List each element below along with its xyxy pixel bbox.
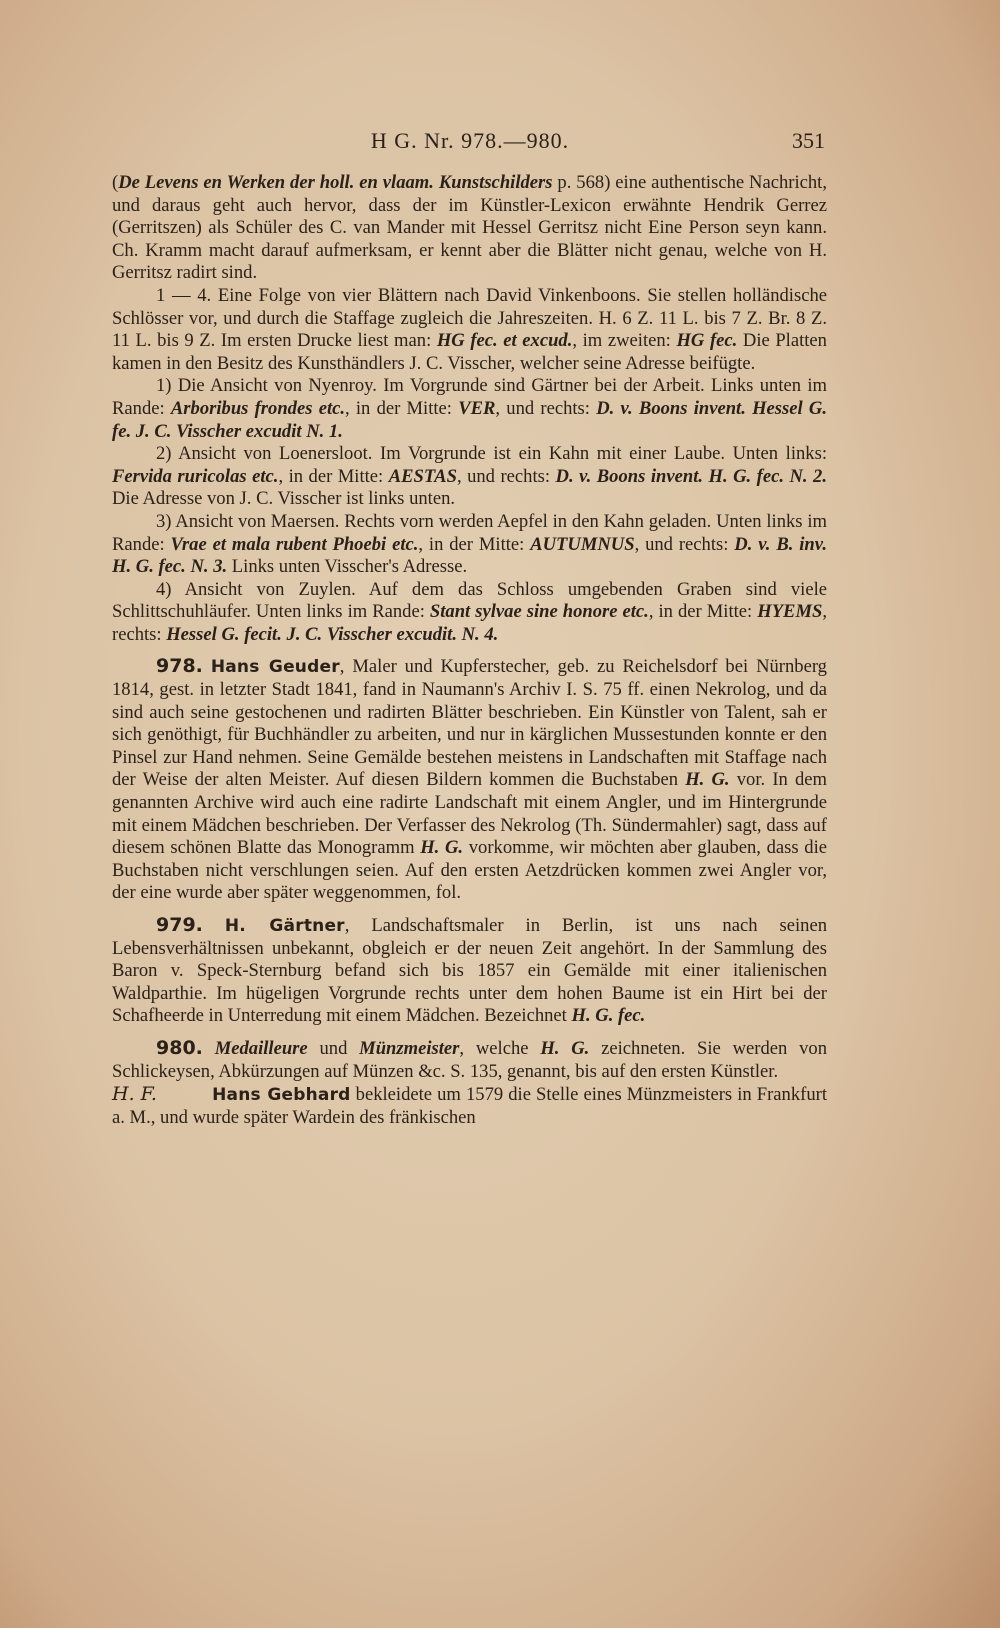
entry-978 xyxy=(112,655,827,905)
italic-text: Fervida ruricolas etc. xyxy=(112,465,279,487)
entry-number: 980. xyxy=(156,1036,203,1059)
italic-text: Vrae et mala rubent Phoebi etc. xyxy=(170,533,419,555)
italic-text: Hessel G. fecit. J. C. Visscher excudit. N. 4. xyxy=(166,623,499,645)
monogram: H. F. xyxy=(112,1083,157,1106)
page-number: 351 xyxy=(792,128,825,153)
italic-text: HG fec. et excud. xyxy=(436,330,573,352)
paragraph: (De Levens en Werken der holl. en vlaam. Kunstschilders p. 568) eine authentische Nachricht, und daraus geht auch hervor, dass der im Künstler-Lexicon erwähnte Hendrik Gerrez (Gerritszen) als Schüler des C. van Mander mit Hessel Gerritsz nicht Eine Person seyn kann. Ch. Kramm macht darauf aufmerksam, er kennt aber die Blätter nicht genau, welche von H. Gerritsz radirt sind. xyxy=(112,172,827,284)
artist-name: Hans Gebhard xyxy=(212,1085,351,1106)
entry-980 xyxy=(112,1037,827,1083)
italic-text: AESTAS xyxy=(388,465,457,487)
entry-number: 979. xyxy=(156,914,203,936)
artist-name: H. Gärtner xyxy=(224,916,345,936)
italic-text: H. G. xyxy=(540,1037,590,1059)
paragraph: 2) Ansicht von Loenersloot. Im Vorgrunde ist ein Kahn mit einer Laube. Unten links: Fervida ruricolas etc., in der Mitte: AESTAS, und rechts: D. v. Boons invent. H. G. fec. N. 2. Die Adresse von J. C. Visscher ist links unten. xyxy=(112,443,828,510)
italic-text: Stant sylvae sine honore etc. xyxy=(429,601,649,623)
running-header xyxy=(115,128,825,154)
paragraph: 3) Ansicht von Maersen. Rechts vorn werden Aepfel in den Kahn geladen. Unten links im Rande: Vrae et mala rubent Phoebi etc., in der Mitte: AUTUMNUS, und rechts: D. v. B. inv. H. G. fec. N. 3. Links unten Visscher's Adresse. xyxy=(112,510,827,578)
entry-text: bekleidete um 1579 die Stelle eines Münzmeisters in Frankfurt a. M., und wurde später Wardein des fränkischen xyxy=(112,1084,827,1128)
italic-text: D. v. Boons invent. Hessel G. fe. J. C. Visscher excudit N. 1. xyxy=(112,397,827,442)
italic-text: H. G. xyxy=(685,769,730,791)
paragraph: 4) Ansicht von Zuylen. Auf dem das Schloss umgebenden Graben sind viele Schlittschuhläufer. Unten links im Rande: Stant sylvae sine honore etc., in der Mitte: HYEMS, rechts: Hessel G. fecit. J. C. Visscher excudit. N. 4. xyxy=(112,578,827,645)
entry-text: , Maler und Kupferstecher, geb. zu Reichelsdorf bei Nürnberg 1814, gest. in letzter Stadt 1841, fand in Naumann's Archiv I. S. 75 ff. einen Nekrolog, und da sind auch seine gestochenen und radirten Blätter beschrieben. Ein Künstler von Talent, sah er sich genöthigt, für Buchhändler zu arbeiten, und nur in kärglichen Mussestunden konnte er den Pinsel zur Hand nehmen. Seine Gemälde bestehen meistens in Landschaften mit Staffage nach der Weise der alten Meister. Auf diesen Bildern kommen die Buchstaben H. G. vor. In dem genannten Archive wird auch eine radirte Landschaft mit einem Angler, und im Hintergrunde mit einem Mädchen beschrieben. Der Verfasser des Nekrolog (Th. Sündermahler) sagt, dass auf diesem schönen Blatte das Monogramm H. G. vorkomme, wir möchten aber glauben, dass die Buchstaben nicht verschlungen seien. Auf den ersten Aetzdrücken kommen zwei Angler vor, der eine wurde aber später weggenommen, fol. xyxy=(112,656,827,904)
page-body xyxy=(112,172,827,1129)
paragraph: 1 — 4. Eine Folge von vier Blättern nach David Vinkenboons. Sie stellen holländische Schlösser vor, und durch die Staffage zugleich die Jahreszeiten. H. 6 Z. 11 L. bis 7 Z. Br. 8 Z. 11 L. bis 9 Z. Im ersten Drucke liest man: HG fec. et excud., im zweiten: HG fec. Die Platten kamen in den Besitz des Kunsthändlers J. C. Visscher, welcher seine Adresse beifügte. xyxy=(112,284,827,374)
italic-text: H. G. xyxy=(420,837,464,859)
italic-text: HG fec. xyxy=(676,330,738,352)
artist-name: Hans Geuder xyxy=(210,657,340,678)
italic-text: Münzmeister xyxy=(359,1037,460,1059)
italic-text: D. v. Boons invent. H. G. fec. N. 2. xyxy=(555,465,828,487)
paragraph: 1) Die Ansicht von Nyenroy. Im Vorgrunde sind Gärtner bei der Arbeit. Links unten im Rande: Arboribus frondes etc., in der Mitte: VER, und rechts: D. v. Boons invent. Hessel G. fe. J. C. Visscher excudit N. 1. xyxy=(112,375,827,442)
header-title: H G. Nr. 978.—980. xyxy=(370,128,570,153)
italic-text: HYEMS xyxy=(757,601,823,623)
italic-text: De Levens en Werken der holl. en vlaam. Kunstschilders xyxy=(118,172,553,193)
entry-979 xyxy=(112,914,827,1028)
final-entry xyxy=(112,1083,827,1129)
entry-text: , Landschaftsmaler in Berlin, ist uns nach seinen Lebensverhältnissen unbekannt, obgleich er der neuen Zeit angehört. In der Sammlung des Baron v. Speck-Sternburg befand sich bis 1857 ein Gemälde mit einer italienischen Waldparthie. Im hügeligen Vorgrunde rechts unter dem hohen Baume ist ein Hirt bei der Schafheerde in Unterredung mit einem Mädchen. Bezeichnet H. G. fec. xyxy=(112,915,827,1027)
italic-text: VER xyxy=(458,397,496,419)
italic-text: AUTUMNUS xyxy=(530,533,635,555)
italic-text: Arboribus frondes etc. xyxy=(170,397,346,419)
entry-number: 978. xyxy=(156,655,203,678)
italic-text: D. v. B. inv. H. G. fec. N. 3. xyxy=(112,533,827,578)
italic-text: H. G. fec. xyxy=(571,1005,646,1027)
entry-heading: Medailleure xyxy=(214,1037,308,1059)
entry-text: und Münzmeister, welche H. G. zeichneten. Sie werden von Schlickeysen, Abkürzungen auf Münzen &c. S. 135, genannt, bis auf den ersten Künstler. xyxy=(112,1037,828,1082)
